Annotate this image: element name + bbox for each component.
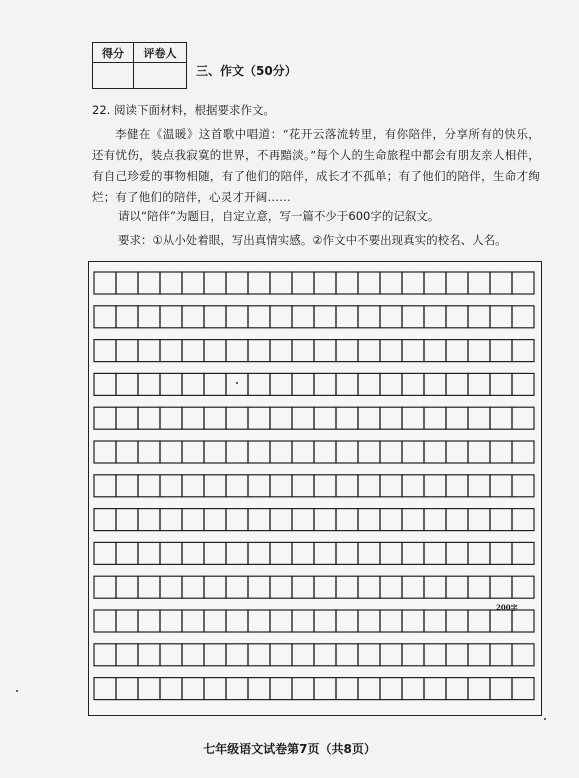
grid-cell[interactable]: [490, 610, 512, 632]
grid-cell[interactable]: [512, 542, 534, 564]
grid-cell[interactable]: [336, 610, 358, 632]
reading-material: 李健在《温暖》这首歌中唱道：“花开云落流转里，有你陪伴，分享所有的快乐，还有忧伤，装点我寂寞的世界，不再黯淡。”每个人的生命旅程中都会有朋友亲人相伴，有自己珍爱的事物相随，有了他们的陪伴，成长才不孤单；有了他们的陪伴，生命才绚烂；有了他们的陪伴，心灵才开阔……: [92, 127, 540, 204]
grid-cell[interactable]: [402, 678, 424, 700]
grid-cell[interactable]: [204, 306, 226, 328]
grid-cell[interactable]: [446, 576, 468, 598]
grid-cell[interactable]: [182, 272, 204, 294]
grid-cell[interactable]: [358, 644, 380, 666]
grid-cell[interactable]: [314, 340, 336, 362]
grid-cell[interactable]: [380, 475, 402, 497]
grid-cell[interactable]: [94, 678, 116, 700]
grid-cell[interactable]: [204, 509, 226, 531]
grid-cell[interactable]: [160, 542, 182, 564]
grid-cell[interactable]: [446, 272, 468, 294]
grid-cell[interactable]: [314, 542, 336, 564]
grid-cell[interactable]: [446, 373, 468, 395]
grid-cell[interactable]: [94, 610, 116, 632]
ink-speck: [236, 382, 238, 384]
grid-cell[interactable]: [292, 407, 314, 429]
grid-cell[interactable]: [138, 678, 160, 700]
grid-cell[interactable]: [292, 272, 314, 294]
grid-cell[interactable]: [94, 475, 116, 497]
grid-cell[interactable]: [248, 576, 270, 598]
grid-cell[interactable]: [182, 340, 204, 362]
grid-cell[interactable]: [204, 644, 226, 666]
grid-cell[interactable]: [358, 306, 380, 328]
grid-cell[interactable]: [468, 441, 490, 463]
score-cell[interactable]: [93, 63, 134, 89]
grid-cell[interactable]: [160, 678, 182, 700]
essay-prompt: 请以“陪伴”为题目，自定立意，写一篇不少于600字的记叙文。: [118, 209, 440, 223]
grid-cell[interactable]: [94, 407, 116, 429]
grid-cell[interactable]: [160, 407, 182, 429]
grid-cell[interactable]: [160, 509, 182, 531]
grid-cell[interactable]: [182, 441, 204, 463]
ink-speck: [544, 718, 546, 720]
grid-cell[interactable]: [270, 542, 292, 564]
grid-cell[interactable]: [490, 542, 512, 564]
grid-cell[interactable]: [402, 644, 424, 666]
grid-cell[interactable]: [314, 678, 336, 700]
score-box: [92, 42, 187, 89]
grid-cell[interactable]: [314, 475, 336, 497]
grid-cell[interactable]: [314, 306, 336, 328]
grader-label: 评卷人: [134, 43, 187, 63]
grid-cell[interactable]: [468, 340, 490, 362]
grid-cell[interactable]: [270, 306, 292, 328]
grid-cell[interactable]: [138, 340, 160, 362]
grid-cell[interactable]: [182, 306, 204, 328]
grid-cell[interactable]: [94, 306, 116, 328]
grid-cell[interactable]: [512, 509, 534, 531]
grid-cell[interactable]: [138, 272, 160, 294]
grid-cell[interactable]: [270, 509, 292, 531]
section-title: 三、作文（50分）: [196, 64, 297, 78]
grid-cell[interactable]: [424, 373, 446, 395]
grid-cell[interactable]: [358, 340, 380, 362]
grid-cell[interactable]: [226, 542, 248, 564]
grid-cell[interactable]: [226, 373, 248, 395]
grid-cell[interactable]: [490, 509, 512, 531]
grid-cell[interactable]: [468, 542, 490, 564]
grid-cell[interactable]: [94, 644, 116, 666]
grid-cell[interactable]: [226, 407, 248, 429]
grid-cell[interactable]: [424, 509, 446, 531]
grid-cell[interactable]: [402, 272, 424, 294]
grid-cell[interactable]: [336, 441, 358, 463]
grid-cell[interactable]: [270, 475, 292, 497]
grid-cell[interactable]: [314, 644, 336, 666]
grid-cell[interactable]: [182, 644, 204, 666]
grid-cell[interactable]: [116, 340, 138, 362]
grid-cell[interactable]: [468, 509, 490, 531]
grid-cell[interactable]: [358, 509, 380, 531]
grid-cell[interactable]: [468, 610, 490, 632]
grid-cell[interactable]: [358, 610, 380, 632]
grid-cell[interactable]: [160, 644, 182, 666]
grid-cell[interactable]: [270, 407, 292, 429]
grid-cell[interactable]: [226, 340, 248, 362]
grid-cell[interactable]: [446, 610, 468, 632]
grid-cell[interactable]: [116, 678, 138, 700]
grid-cell[interactable]: [270, 678, 292, 700]
grid-cell[interactable]: [160, 610, 182, 632]
grid-cell[interactable]: [424, 441, 446, 463]
grid-cell[interactable]: [424, 407, 446, 429]
grid-cell[interactable]: [270, 373, 292, 395]
grid-cell[interactable]: [380, 610, 402, 632]
grid-cell[interactable]: [226, 644, 248, 666]
grid-cell[interactable]: [446, 509, 468, 531]
grid-cell[interactable]: [314, 610, 336, 632]
grid-cell[interactable]: [204, 373, 226, 395]
grid-cell[interactable]: [292, 610, 314, 632]
grid-cell[interactable]: [248, 306, 270, 328]
essay-requirements: 要求：①从小处着眼，写出真情实感。②作文中不要出现真实的校名、人名。: [118, 233, 507, 247]
grid-cell[interactable]: [402, 475, 424, 497]
grid-cell[interactable]: [138, 509, 160, 531]
grid-cell[interactable]: [358, 441, 380, 463]
grid-cell[interactable]: [270, 644, 292, 666]
grid-cell[interactable]: [380, 373, 402, 395]
grid-cell[interactable]: [138, 306, 160, 328]
grid-cell[interactable]: [446, 441, 468, 463]
grid-cell[interactable]: [94, 272, 116, 294]
grid-cell[interactable]: [402, 542, 424, 564]
grid-cell[interactable]: [116, 407, 138, 429]
grid-cell[interactable]: [446, 306, 468, 328]
grid-cell[interactable]: [116, 542, 138, 564]
grid-cell[interactable]: [402, 441, 424, 463]
grid-cell[interactable]: [226, 475, 248, 497]
grid-cell[interactable]: [248, 373, 270, 395]
grid-cell[interactable]: [138, 610, 160, 632]
grid-cell[interactable]: [270, 272, 292, 294]
grid-cell[interactable]: [270, 340, 292, 362]
grid-cell[interactable]: [402, 407, 424, 429]
grid-cell[interactable]: [160, 576, 182, 598]
page-footer: 七年级语文试卷第7页（共8页）: [203, 742, 376, 756]
grid-cell[interactable]: [292, 306, 314, 328]
grid-cell[interactable]: [358, 373, 380, 395]
grid-cell[interactable]: [116, 475, 138, 497]
grid-cell[interactable]: [94, 373, 116, 395]
grid-cell[interactable]: [490, 340, 512, 362]
grid-cell[interactable]: [402, 306, 424, 328]
grid-cell[interactable]: [424, 306, 446, 328]
grid-cell[interactable]: [512, 678, 534, 700]
grid-cell[interactable]: [94, 340, 116, 362]
grid-cell[interactable]: [358, 678, 380, 700]
grid-cell[interactable]: [116, 441, 138, 463]
grid-cell[interactable]: [270, 441, 292, 463]
grid-cell[interactable]: [402, 610, 424, 632]
grid-cell[interactable]: [248, 441, 270, 463]
grid-cell[interactable]: [424, 272, 446, 294]
writing-grid[interactable]: [88, 261, 542, 716]
grid-cell[interactable]: [138, 644, 160, 666]
grid-cell[interactable]: [204, 272, 226, 294]
grid-cell[interactable]: [490, 373, 512, 395]
grid-cell[interactable]: [182, 576, 204, 598]
grid-cell[interactable]: [248, 678, 270, 700]
grid-cell[interactable]: [204, 542, 226, 564]
grid-cell[interactable]: [512, 610, 534, 632]
grid-cell[interactable]: [292, 475, 314, 497]
grid-cell[interactable]: [380, 542, 402, 564]
grid-cell[interactable]: [512, 373, 534, 395]
grid-cell[interactable]: [336, 306, 358, 328]
grid-cell[interactable]: [358, 475, 380, 497]
grid-cell[interactable]: [204, 610, 226, 632]
grid-cell[interactable]: [380, 509, 402, 531]
grid-cell[interactable]: [204, 441, 226, 463]
grid-cell[interactable]: [380, 576, 402, 598]
grid-cell[interactable]: [336, 576, 358, 598]
grid-cell[interactable]: [248, 272, 270, 294]
grid-cell[interactable]: [380, 306, 402, 328]
grid-cell[interactable]: [512, 407, 534, 429]
grid-cell[interactable]: [160, 340, 182, 362]
grid-cell[interactable]: [94, 542, 116, 564]
grid-cell[interactable]: [248, 475, 270, 497]
word-count-mark: 200字: [496, 603, 518, 612]
grid-cell[interactable]: [138, 441, 160, 463]
grid-cell[interactable]: [116, 509, 138, 531]
grid-cell[interactable]: [336, 272, 358, 294]
grid-cell[interactable]: [490, 576, 512, 598]
grid-cell[interactable]: [336, 407, 358, 429]
grid-cell[interactable]: [160, 306, 182, 328]
grid-cell[interactable]: [402, 340, 424, 362]
grid-cell[interactable]: [424, 576, 446, 598]
grid-cell[interactable]: [314, 441, 336, 463]
grid-cell[interactable]: [512, 340, 534, 362]
grid-cell[interactable]: [138, 576, 160, 598]
grid-cell[interactable]: [204, 407, 226, 429]
grid-cell[interactable]: [182, 373, 204, 395]
grid-cell[interactable]: [446, 644, 468, 666]
score-label: 得分: [93, 43, 134, 63]
grid-cell[interactable]: [490, 678, 512, 700]
grid-cell[interactable]: [380, 407, 402, 429]
grid-cell[interactable]: [380, 678, 402, 700]
grid-cell[interactable]: [424, 678, 446, 700]
grid-cell[interactable]: [336, 644, 358, 666]
grid-cell[interactable]: [292, 678, 314, 700]
grid-cell[interactable]: [468, 306, 490, 328]
grid-cell[interactable]: [336, 509, 358, 531]
grid-cell[interactable]: [292, 644, 314, 666]
question-number: 22. 阅读下面材料，根据要求作文。: [92, 103, 275, 117]
grid-cell[interactable]: [424, 610, 446, 632]
ink-speck: [16, 690, 18, 692]
grid-cell[interactable]: [446, 678, 468, 700]
grid-cell[interactable]: [446, 542, 468, 564]
grid-cell[interactable]: [116, 373, 138, 395]
grid-cell[interactable]: [446, 475, 468, 497]
grid-cell[interactable]: [358, 407, 380, 429]
grid-cell[interactable]: [138, 407, 160, 429]
grid-cell[interactable]: [380, 272, 402, 294]
grid-cell[interactable]: [116, 610, 138, 632]
grid-cell[interactable]: [490, 475, 512, 497]
grid-cell[interactable]: [512, 441, 534, 463]
grid-cell[interactable]: [358, 272, 380, 294]
grid-cell[interactable]: [446, 340, 468, 362]
grid-cell[interactable]: [116, 576, 138, 598]
grid-cell[interactable]: [512, 576, 534, 598]
grid-cell[interactable]: [94, 576, 116, 598]
grid-cell[interactable]: [204, 576, 226, 598]
grid-cell[interactable]: [226, 509, 248, 531]
grid-cell[interactable]: [468, 644, 490, 666]
grid-cell[interactable]: [512, 272, 534, 294]
grid-cell[interactable]: [226, 576, 248, 598]
grid-cell[interactable]: [160, 272, 182, 294]
grid-cell[interactable]: [490, 407, 512, 429]
grid-cell[interactable]: [182, 678, 204, 700]
grid-cell[interactable]: [314, 373, 336, 395]
grid-cell[interactable]: [270, 576, 292, 598]
grid-cell[interactable]: [160, 373, 182, 395]
grid-cell[interactable]: [446, 407, 468, 429]
grid-cell[interactable]: [490, 644, 512, 666]
grid-cell[interactable]: [424, 340, 446, 362]
grid-cell[interactable]: [490, 441, 512, 463]
grid-cell[interactable]: [402, 576, 424, 598]
grid-cell[interactable]: [424, 644, 446, 666]
grid-cell[interactable]: [490, 272, 512, 294]
grid-cell[interactable]: [490, 306, 512, 328]
grid-cell[interactable]: [292, 509, 314, 531]
grid-cell[interactable]: [380, 644, 402, 666]
grid-cell[interactable]: [358, 576, 380, 598]
grid-cell[interactable]: [336, 340, 358, 362]
grid-cell[interactable]: [424, 475, 446, 497]
grid-cell[interactable]: [94, 441, 116, 463]
grid-cell[interactable]: [94, 509, 116, 531]
grid-cell[interactable]: [358, 542, 380, 564]
grid-cell[interactable]: [248, 610, 270, 632]
grid-cell[interactable]: [248, 644, 270, 666]
grid-cell[interactable]: [182, 475, 204, 497]
grid-cell[interactable]: [468, 475, 490, 497]
grid-cell[interactable]: [336, 475, 358, 497]
grid-cell[interactable]: [336, 678, 358, 700]
grid-cell[interactable]: [336, 542, 358, 564]
grid-cell[interactable]: [248, 542, 270, 564]
grid-cell[interactable]: [248, 407, 270, 429]
grid-cell[interactable]: [314, 272, 336, 294]
grid-cell[interactable]: [336, 373, 358, 395]
grid-cell[interactable]: [468, 373, 490, 395]
grid-cell[interactable]: [226, 610, 248, 632]
grid-cell[interactable]: [512, 644, 534, 666]
grid-cell[interactable]: [292, 576, 314, 598]
grid-cell[interactable]: [402, 509, 424, 531]
grid-cell[interactable]: [138, 475, 160, 497]
grid-cell[interactable]: [138, 373, 160, 395]
grid-cell[interactable]: [424, 542, 446, 564]
grid-cell[interactable]: [160, 441, 182, 463]
grid-cell[interactable]: [226, 272, 248, 294]
grid-cell[interactable]: [116, 272, 138, 294]
grid-cell[interactable]: [226, 306, 248, 328]
grader-cell[interactable]: [134, 63, 187, 89]
grid-cell[interactable]: [160, 475, 182, 497]
grid-cell[interactable]: [204, 475, 226, 497]
grid-cell[interactable]: [292, 373, 314, 395]
grid-cell[interactable]: [182, 407, 204, 429]
grid-cell[interactable]: [182, 509, 204, 531]
grid-cell[interactable]: [380, 441, 402, 463]
grid-cell[interactable]: [204, 678, 226, 700]
grid-cell[interactable]: [512, 475, 534, 497]
grid-cell[interactable]: [116, 644, 138, 666]
grid-cell[interactable]: [204, 340, 226, 362]
grid-cell[interactable]: [314, 407, 336, 429]
grid-cell[interactable]: [248, 509, 270, 531]
grid-cell[interactable]: [468, 272, 490, 294]
grid-cell[interactable]: [270, 610, 292, 632]
grid-cell[interactable]: [182, 542, 204, 564]
grid-cell[interactable]: [248, 340, 270, 362]
grid-cell[interactable]: [468, 576, 490, 598]
grid-cell[interactable]: [314, 576, 336, 598]
grid-cell[interactable]: [182, 610, 204, 632]
grid-cell[interactable]: [226, 678, 248, 700]
grid-cell[interactable]: [292, 542, 314, 564]
grid-cell[interactable]: [292, 340, 314, 362]
grid-cell[interactable]: [468, 407, 490, 429]
grid-cell[interactable]: [468, 678, 490, 700]
grid-cell[interactable]: [380, 340, 402, 362]
grid-cell[interactable]: [402, 373, 424, 395]
grid-cell[interactable]: [512, 306, 534, 328]
grid-cell[interactable]: [314, 509, 336, 531]
grid-cell[interactable]: [138, 542, 160, 564]
grid-cell[interactable]: [292, 441, 314, 463]
grid-cell[interactable]: [226, 441, 248, 463]
grid-cell[interactable]: [116, 306, 138, 328]
